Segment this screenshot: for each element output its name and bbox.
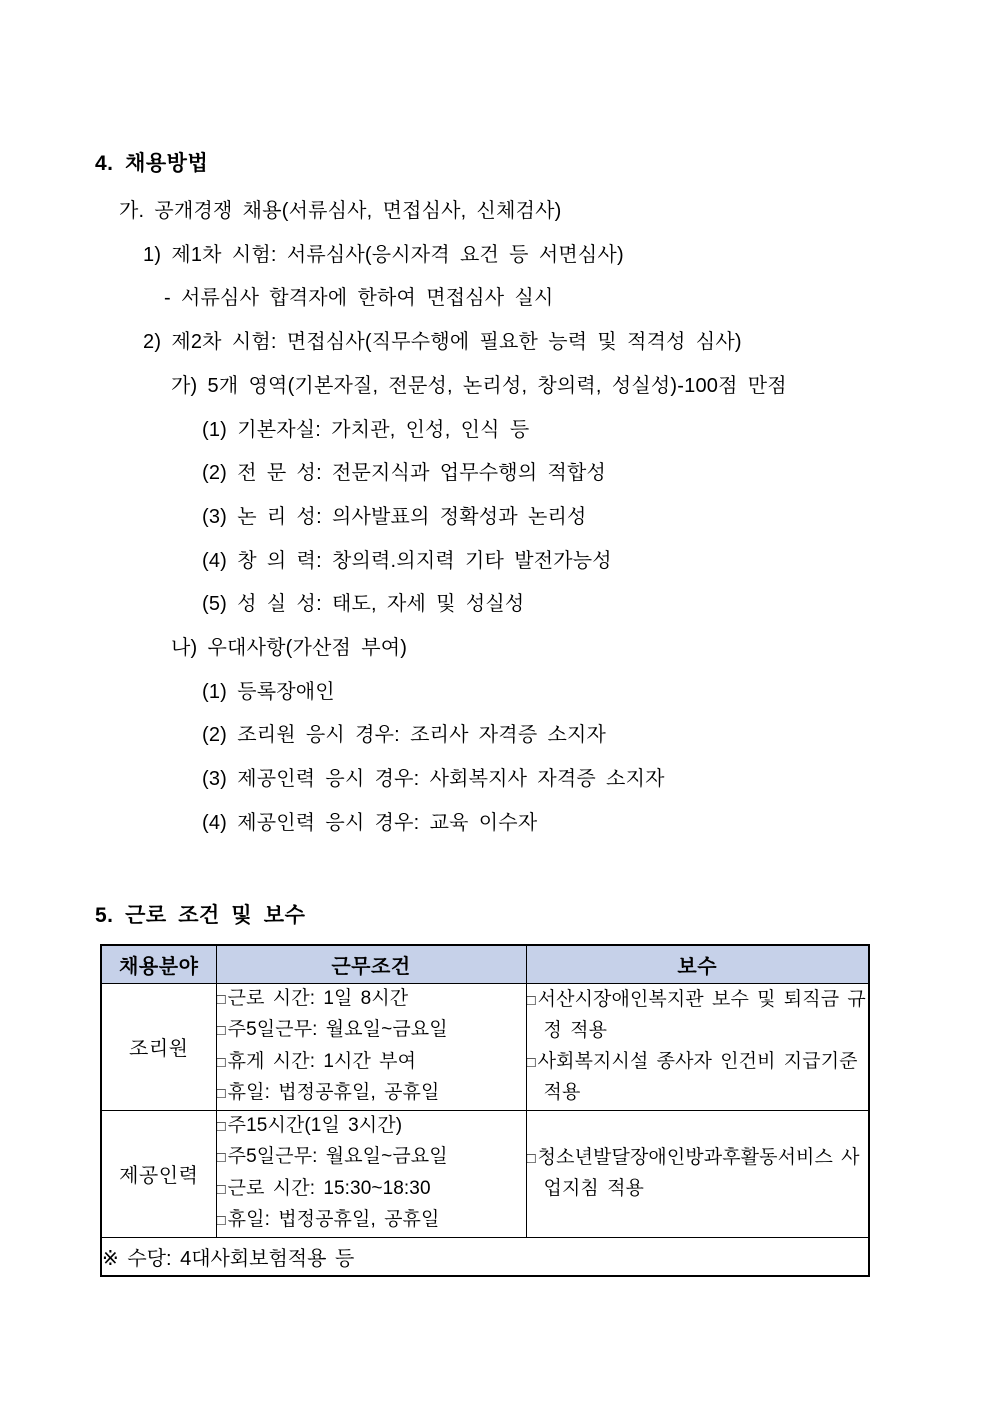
outline-item: 나) 우대사항(가산점 부여) (171, 637, 408, 660)
square-bullet-icon: □ (526, 1149, 536, 1167)
square-bullet-icon: □ (526, 991, 536, 1009)
pay-text: 청소년발달장애인방과후활동서비스 사업지침 적용 (537, 1146, 860, 1200)
outline-item: 가. 공개경쟁 채용(서류심사, 면접심사, 신체검사) (119, 200, 562, 222)
condition-item (217, 1111, 526, 1143)
cell-pay-staff (526, 1110, 869, 1237)
table-row-cook (101, 983, 869, 1110)
pay-text: 서산시장애인복지관 보수 및 퇴직금 규정 적용 (537, 988, 866, 1042)
square-bullet-icon: □ (216, 1022, 226, 1040)
section-5-heading: 5. 근로 조건 및 보수 (95, 903, 306, 927)
condition-item (217, 1205, 526, 1237)
square-bullet-icon: □ (216, 1085, 226, 1103)
condition-text: 근로 시간: 15:30~18:30 (227, 1177, 431, 1199)
outline-item: (2) 조리원 응시 경우: 조리사 자격증 소지자 (202, 724, 607, 747)
square-bullet-icon: □ (216, 990, 226, 1008)
table-footnote-row (101, 1237, 869, 1276)
outline-item: (4) 창 의 력: 창의력.의지력 기타 발전가능성 (202, 549, 612, 572)
square-bullet-icon: □ (216, 1212, 226, 1230)
condition-item (217, 1047, 526, 1079)
pay-item (527, 1047, 869, 1109)
section-4-heading: 4. 채용방법 (95, 152, 209, 175)
condition-text: 주15시간(1일 3시간) (227, 1114, 403, 1136)
outline-item: 가) 5개 영역(기본자질, 전문성, 논리성, 창의력, 성실성)-100점 만점 (171, 374, 787, 397)
cell-category-staff: 제공인력 (101, 1110, 216, 1237)
col-header-category: 채용분야 (101, 945, 216, 984)
condition-item (217, 1015, 526, 1047)
condition-item (217, 1174, 526, 1206)
outline-item: 1) 제1차 시험: 서류심사(응시자격 요건 등 서면심사) (143, 243, 624, 266)
outline-item: (1) 등록장애인 (202, 680, 335, 703)
col-header-conditions: 근무조건 (216, 945, 526, 984)
outline-item: 2) 제2차 시험: 면접심사(직무수행에 필요한 능력 및 적격성 심사) (143, 331, 742, 354)
table-row-staff (101, 1110, 869, 1237)
square-bullet-icon: □ (526, 1053, 536, 1071)
outline-item: (1) 기본자실: 가치관, 인성, 인식 등 (202, 418, 530, 441)
outline-item: (3) 제공인력 응시 경우: 사회복지사 자격증 소지자 (202, 768, 665, 791)
condition-text: 휴일: 법정공휴일, 공휴일 (227, 1082, 440, 1104)
square-bullet-icon: □ (216, 1053, 226, 1071)
outline-item: (4) 제공인력 응시 경우: 교육 이수자 (202, 811, 538, 834)
outline-item: (3) 논 리 성: 의사발표의 정확성과 논리성 (202, 505, 587, 528)
condition-text: 주5일근무: 월요일~금요일 (227, 1019, 448, 1041)
pay-text: 사회복지시설 종사자 인건비 지급기준 적용 (537, 1050, 858, 1104)
condition-text: 휴게 시간: 1시간 부여 (227, 1050, 417, 1072)
cell-pay-cook (526, 983, 869, 1110)
square-bullet-icon: □ (216, 1149, 226, 1167)
condition-item (217, 984, 526, 1016)
col-header-pay: 보수 (526, 945, 869, 984)
condition-text: 휴일: 법정공휴일, 공휴일 (227, 1209, 440, 1231)
table-footnote: ※ 수당: 4대사회보험적용 등 (101, 1237, 869, 1276)
table-header-row (101, 945, 869, 984)
working-conditions-table (100, 944, 870, 1277)
cell-conditions-staff (216, 1110, 526, 1237)
pay-item (527, 1143, 869, 1205)
pay-item (527, 985, 869, 1047)
condition-item (217, 1078, 526, 1110)
outline-item: (5) 성 실 성: 태도, 자세 및 성실성 (202, 593, 525, 616)
outline-item: (2) 전 문 성: 전문지식과 업무수행의 적합성 (202, 462, 607, 485)
condition-text: 주5일근무: 월요일~금요일 (227, 1146, 448, 1168)
condition-item (217, 1142, 526, 1174)
square-bullet-icon: □ (216, 1180, 226, 1198)
outline-item: - 서류심사 합격자에 한하여 면접심사 실시 (164, 287, 554, 310)
square-bullet-icon: □ (216, 1117, 226, 1135)
condition-text: 근로 시간: 1일 8시간 (227, 987, 409, 1009)
cell-category-cook: 조리원 (101, 983, 216, 1110)
cell-conditions-cook (216, 983, 526, 1110)
